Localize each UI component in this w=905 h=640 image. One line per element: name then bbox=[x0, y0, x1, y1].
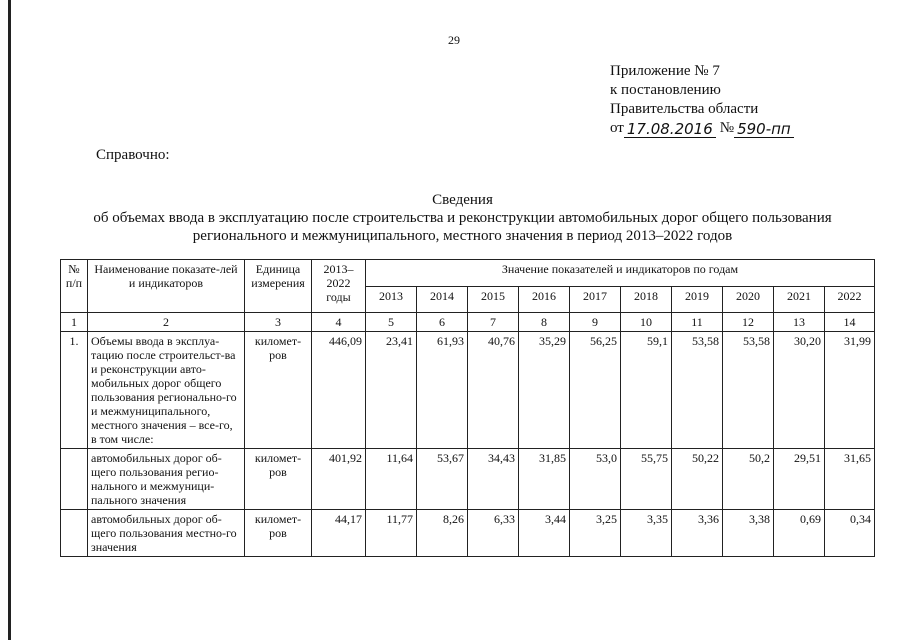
table-body bbox=[61, 332, 875, 557]
header-year: 2022 bbox=[825, 286, 875, 313]
title-line-2: об объемах ввода в эксплуатацию после строительства и реконструкции автомобильных дорог общего пользования bbox=[93, 210, 832, 226]
title-line-1: Сведения bbox=[432, 192, 493, 208]
row-value: 61,93 bbox=[417, 332, 468, 449]
scan-edge-bar bbox=[8, 0, 11, 640]
row-value: 3,44 bbox=[519, 510, 570, 557]
date-prefix: от bbox=[610, 120, 624, 136]
header-by-year: Значение показателей и индикаторов по годам bbox=[366, 260, 875, 287]
row-number bbox=[61, 510, 88, 557]
annex-line-3: Правительства области bbox=[610, 101, 759, 117]
row-value: 34,43 bbox=[468, 449, 519, 510]
header-num: № п/п bbox=[61, 260, 88, 313]
row-value: 53,58 bbox=[672, 332, 723, 449]
row-value: 29,51 bbox=[774, 449, 825, 510]
row-name: Объемы ввода в эксплуа-тацию после строительст-ва и реконструкции авто-мобильных дорог общего пользования регионально-го и межмуниципального, местного значения – все-го, в том числе: bbox=[88, 332, 245, 449]
header-year: 2016 bbox=[519, 286, 570, 313]
row-value: 53,58 bbox=[723, 332, 774, 449]
row-value: 11,64 bbox=[366, 449, 417, 510]
column-number: 7 bbox=[468, 313, 519, 332]
data-table bbox=[60, 259, 875, 557]
row-unit: километ-ров bbox=[245, 449, 312, 510]
column-number: 2 bbox=[88, 313, 245, 332]
column-number: 14 bbox=[825, 313, 875, 332]
handwritten-date: 17.08.2016 bbox=[624, 122, 716, 138]
row-value: 30,20 bbox=[774, 332, 825, 449]
header-unit: Единица измерения bbox=[245, 260, 312, 313]
row-value: 6,33 bbox=[468, 510, 519, 557]
table-row bbox=[61, 332, 875, 449]
row-value: 50,22 bbox=[672, 449, 723, 510]
row-value: 3,36 bbox=[672, 510, 723, 557]
row-total: 446,09 bbox=[312, 332, 366, 449]
column-number: 6 bbox=[417, 313, 468, 332]
column-number: 1 bbox=[61, 313, 88, 332]
row-number bbox=[61, 449, 88, 510]
row-value: 56,25 bbox=[570, 332, 621, 449]
header-total: 2013–2022 годы bbox=[312, 260, 366, 313]
column-number: 8 bbox=[519, 313, 570, 332]
column-number: 10 bbox=[621, 313, 672, 332]
annex-line-2: к постановлению bbox=[610, 82, 721, 98]
row-value: 11,77 bbox=[366, 510, 417, 557]
row-value: 40,76 bbox=[468, 332, 519, 449]
page-number: 29 bbox=[448, 33, 460, 47]
number-prefix: № bbox=[719, 120, 735, 136]
row-value: 55,75 bbox=[621, 449, 672, 510]
header-year: 2014 bbox=[417, 286, 468, 313]
column-number-row bbox=[61, 313, 875, 332]
row-name: автомобильных дорог об-щего пользования местно-го значения bbox=[88, 510, 245, 557]
annex-date-line bbox=[610, 119, 794, 138]
header-year: 2018 bbox=[621, 286, 672, 313]
row-total: 44,17 bbox=[312, 510, 366, 557]
column-number: 12 bbox=[723, 313, 774, 332]
header-year: 2021 bbox=[774, 286, 825, 313]
row-value: 31,65 bbox=[825, 449, 875, 510]
row-value: 0,69 bbox=[774, 510, 825, 557]
row-value: 59,1 bbox=[621, 332, 672, 449]
row-value: 31,85 bbox=[519, 449, 570, 510]
row-value: 8,26 bbox=[417, 510, 468, 557]
column-number: 3 bbox=[245, 313, 312, 332]
row-value: 53,67 bbox=[417, 449, 468, 510]
note-label: Справочно: bbox=[96, 147, 170, 163]
header-name: Наименование показате-лей и индикаторов bbox=[88, 260, 245, 313]
column-number: 13 bbox=[774, 313, 825, 332]
header-year: 2013 bbox=[366, 286, 417, 313]
row-total: 401,92 bbox=[312, 449, 366, 510]
row-unit: километ-ров bbox=[245, 332, 312, 449]
header-year: 2020 bbox=[723, 286, 774, 313]
header-year: 2017 bbox=[570, 286, 621, 313]
annex-line-1: Приложение № 7 bbox=[610, 63, 720, 79]
row-value: 3,25 bbox=[570, 510, 621, 557]
row-value: 35,29 bbox=[519, 332, 570, 449]
row-value: 3,38 bbox=[723, 510, 774, 557]
column-number: 4 bbox=[312, 313, 366, 332]
row-name: автомобильных дорог об-щего пользования регио-нального и межмуници-пального значения bbox=[88, 449, 245, 510]
header-year: 2015 bbox=[468, 286, 519, 313]
table-row bbox=[61, 510, 875, 557]
row-value: 31,99 bbox=[825, 332, 875, 449]
row-value: 3,35 bbox=[621, 510, 672, 557]
row-number: 1. bbox=[61, 332, 88, 449]
header-year: 2019 bbox=[672, 286, 723, 313]
document-title bbox=[40, 191, 885, 245]
row-value: 23,41 bbox=[366, 332, 417, 449]
table-row bbox=[61, 449, 875, 510]
row-value: 0,34 bbox=[825, 510, 875, 557]
annex-block bbox=[610, 62, 794, 138]
column-number: 11 bbox=[672, 313, 723, 332]
title-line-3: регионального и межмуниципального, местного значения в период 2013–2022 годов bbox=[192, 228, 733, 244]
handwritten-number: 590-пп bbox=[734, 122, 794, 138]
column-number: 9 bbox=[570, 313, 621, 332]
row-value: 50,2 bbox=[723, 449, 774, 510]
column-number: 5 bbox=[366, 313, 417, 332]
row-value: 53,0 bbox=[570, 449, 621, 510]
row-unit: километ-ров bbox=[245, 510, 312, 557]
